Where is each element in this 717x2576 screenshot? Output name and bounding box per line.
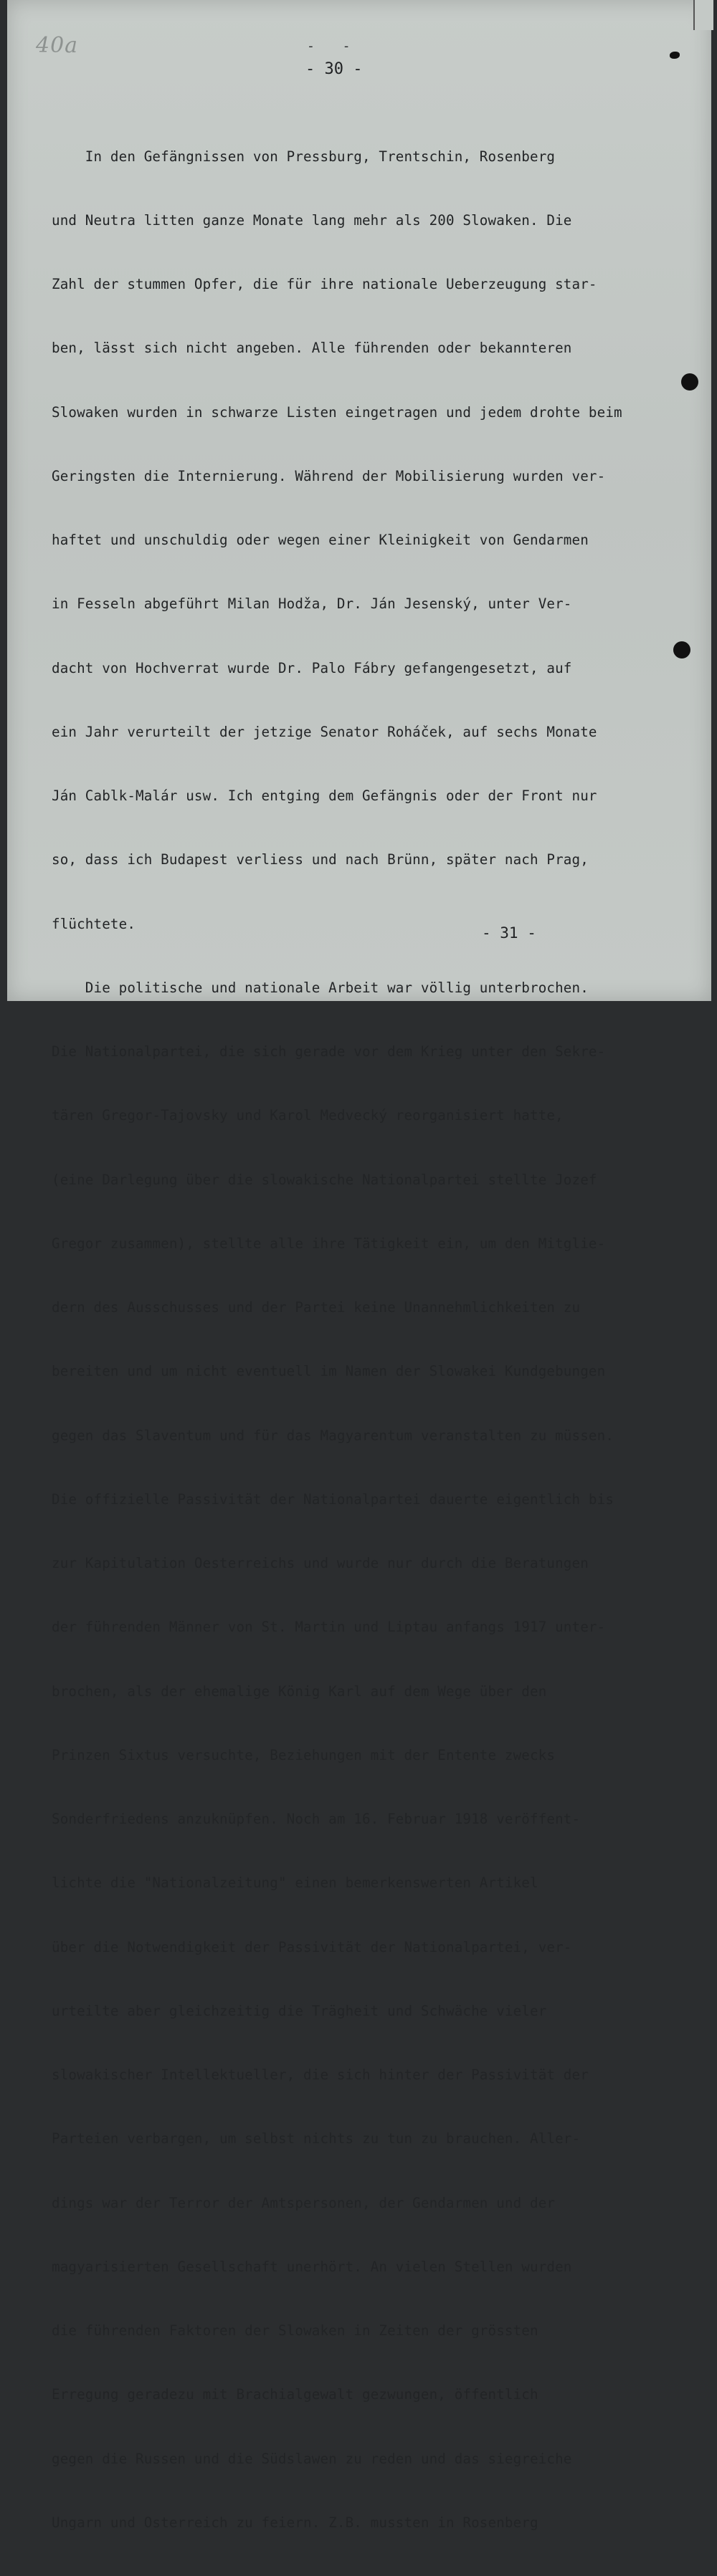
- text-line: gegen die Russen und die Südslawen zu reden und das siegreiche: [52, 2450, 572, 2467]
- text-line: flüchtete.: [52, 915, 136, 932]
- text-line: gegen das Slaventum und für das Magyarentum veranstalten zu müssen.: [52, 1427, 614, 1444]
- text-line: über die Notwendigkeit der Passivität der Nationalpartei, ver-: [52, 1938, 572, 1955]
- text-line: urteilte aber gleichzeitig die Trägheit und Schwäche vieler: [52, 2002, 547, 2019]
- text-line: Zahl der stummen Opfer, die für ihre nationale Ueberzeugung star-: [52, 276, 597, 292]
- text-line: (eine Darlegung über die slowakische Nationalpartei stellte Jozef: [52, 1171, 597, 1188]
- text-line: die führenden Faktoren der Slowaken in Zeiten der grössten: [52, 2322, 538, 2339]
- text-line: tären Gregor-Tajovsky und Karol Medvecký reorganisiert hatte,: [52, 1107, 564, 1124]
- text-line: zur Kapitulation Oesterreichs und wurde nur durch die Beratungen: [52, 1555, 589, 1571]
- page-number: - 30 -: [305, 60, 363, 78]
- text-line: Erregung geradezu mit Brachialgewalt gezwungen, öffentlich: [52, 2386, 538, 2403]
- text-line: bereiten und um nicht eventuell im Namen der Slowakei Kundgebungen: [52, 1363, 606, 1380]
- paper-edge-tab: [693, 0, 713, 30]
- text-line: Die politische und nationale Arbeit war völlig unterbrochen.: [52, 979, 589, 996]
- text-line: Parteien verbargen, um selbst nichts zu tun zu brauchen. Aller-: [52, 2130, 581, 2148]
- next-page-number: - 31 -: [482, 924, 536, 942]
- text-line: magyarisierten Gesellschaft unerhört. An vielen Stellen wurden: [52, 2258, 572, 2275]
- text-line: lichte die "Nationalzeitung" einen bemerkenswerten Artikel: [52, 1874, 538, 1892]
- punch-hole: [681, 373, 698, 391]
- text-line: dacht von Hochverrat wurde Dr. Palo Fábry gefangengesetzt, auf: [52, 659, 572, 676]
- text-line: in Fesseln abgeführt Milan Hodža, Dr. Ján Jesenský, unter Ver-: [52, 595, 572, 613]
- text-line: Ungarn und Osterreich zu feiern. Z.B. mussten in Rosenberg: [52, 2514, 538, 2531]
- text-line: Slowaken wurden in schwarze Listen eingetragen und jedem drohte beim: [52, 403, 622, 421]
- ink-mark: [670, 52, 680, 59]
- text-line: so, dass ich Budapest verliess und nach Brünn, später nach Prag,: [52, 851, 589, 868]
- text-line: Geringsten die Internierung. Während der Mobilisierung wurden ver-: [52, 467, 606, 484]
- text-line: Gregor zusammen), stellte alle ihre Tätigkeit ein, um den Mitglie-: [52, 1235, 606, 1252]
- text-line: ben, lässt sich nicht angeben. Alle führenden oder bekannteren: [52, 340, 572, 357]
- text-line: und Neutra litten ganze Monate lang mehr als 200 Slowaken. Die: [52, 211, 572, 229]
- body-text: [52, 103, 683, 2576]
- text-line: Die Nationalpartei, die sich gerade vor dem Krieg unter den Sekre-: [52, 1043, 606, 1060]
- text-line: der führenden Männer von St. Martin und Liptau anfangs 1917 unter-: [52, 1619, 606, 1636]
- document-page: [7, 0, 711, 2531]
- text-line: Sonderfriedens anzuknüpfen. Noch am 16. Februar 1918 veröffent-: [52, 1811, 581, 1827]
- text-line: dern des Ausschusses und der Partei keine Unannehmlichkeiten zu: [52, 1299, 581, 1316]
- text-line: ein Jahr verurteilt der jetzige Senator Roháček, auf sechs Monate: [52, 723, 597, 740]
- text-line: Ján Cablk-Malár usw. Ich entging dem Gefängnis oder der Front nur: [52, 787, 597, 804]
- handwritten-annotation: 40a: [36, 33, 79, 58]
- text-line: Prinzen Sixtus versuchte, Beziehungen mit der Entente zwecks: [52, 1746, 556, 1763]
- text-line: Die offizielle Passivität der Nationalpartei dauerte eigentlich bis: [52, 1490, 614, 1508]
- text-line: brochen, als der ehemalige König Karl auf dem Wege über den: [52, 1682, 547, 1700]
- text-line: In den Gefängnissen von Pressburg, Trentschin, Rosenberg: [52, 148, 556, 165]
- text-line: dings war der Terror der Amtspersonen, der Gendarmen und der: [52, 2194, 556, 2211]
- header-dashes: - -: [307, 39, 361, 54]
- text-line: haftet und unschuldig oder wegen einer Kleinigkeit von Gendarmen: [52, 532, 589, 548]
- punch-hole: [673, 641, 690, 659]
- text-line: slowakischer Intellektueller, die sich hinter der Passivität der: [52, 2067, 589, 2083]
